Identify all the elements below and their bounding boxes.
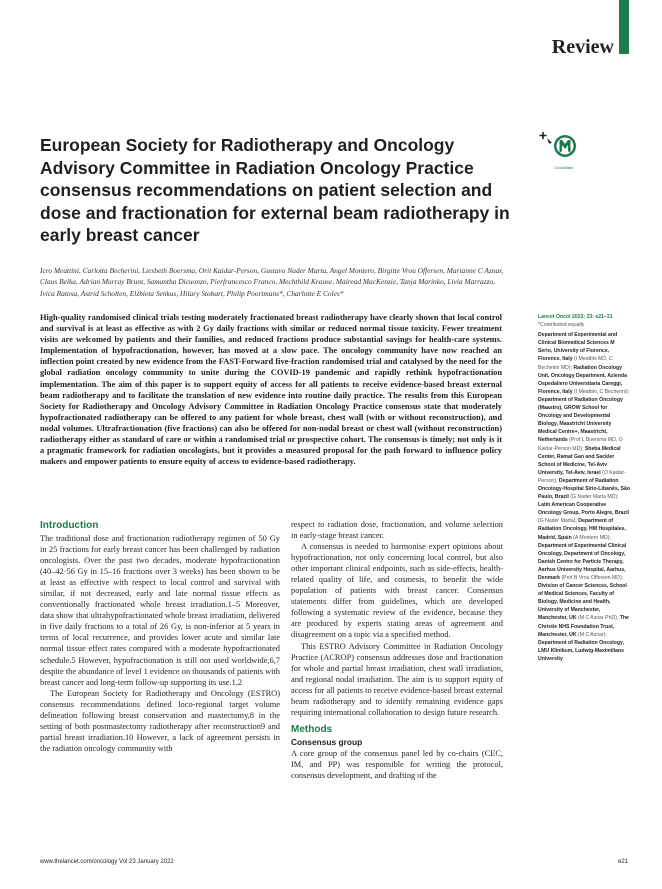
affiliation: Department of Experimental Clinical Oncology, Department of Oncology, Danish Centre for Particle Therapy, Aarhus University Hospital, Aarhus, Denmark xyxy=(538,542,627,581)
methods-heading: Methods xyxy=(291,723,333,735)
affiliation: Department of Radiation Oncology (Maastro), GROW School for Oncology and Developmental Biology, Maastricht University Medical Centre+, Maastricht, Netherlands xyxy=(538,396,623,444)
affiliation: Department of Experimental and Clinical Biomedical Sciences M Serio, University of Florence, Florence, Italy xyxy=(538,332,618,363)
affiliation-authors: (G Nader Marta); xyxy=(538,518,577,525)
crossmark-label: CrossMark xyxy=(554,165,574,170)
body-paragraph: The traditional dose and fractionation radiotherapy regimen of 50 Gy in 25 fractions for early breast cancer has been challenged by radiation oncologists. Over the past two decades, moderate hypofractionation (40–42·56 Gy in 15–16 fractions over 3 weeks) has been shown to be at least as effective with respect to local control and survival with similar, if not decreased, early and late normal tissue effects as conventionally fractionated whole breast irradiation.1–5 Moreover, data show that ultrahypofractionated whole breast irradiation, delivered in five daily fractions to a total of 26 Gy, is non-inferior at 5 years in terms of local recurrence, and provides lower acute and similar late normal tissue effect rates compared with a moderate hypofractionated schedule.5 However, hypofractionation is still not used worldwide,6,7 despite the abundance of level 1 evidence on thousands of patients with breast cancer and long-term follow-up supporting its use.1,2 xyxy=(40,534,280,687)
contribution-note: *Contributed equally xyxy=(538,322,585,329)
body-paragraph: A consensus is needed to harmonise expert opinions about hypofractionation, not only concerning local control, but also other important clinical endpoints, such as side-effects, health-related quality of life, and cosmesis, to benefit the wide population of patients with breast cancer. Consensus statements differ from guidelines, which are developed following a systematic review of the evidence, because they are produced by experts stating areas of agreement and disagreement on a topic via a specified method. xyxy=(291,542,503,640)
affiliation: Sheba Medical Center, Ramat Gan and Sackler School of Medicine, Tel-Aviv University, Tel-Aviv, Israel xyxy=(538,445,621,476)
affiliation: The Christie NHS Foundation Trust, Manchester, UK xyxy=(538,615,629,638)
body-paragraph: The European Society for Radiotherapy and Oncology (ESTRO) consensus recommendations defined loco-regional target volume delineation following breast conservation and mastectomy,8 in the setting of both postmastectomy radiotherapy after reconstruction9 and partial breast irradiation.10 However, a lack of agreement persists in the radiation oncology community with xyxy=(40,688,280,753)
affiliation-authors: (I Meattini, C Becherini); xyxy=(574,388,630,395)
body-paragraph: This ESTRO Advisory Committee in Radiation Oncology Practice (ACROP) consensus addresses dose and fractionation for whole and partial breast irradiation, chest wall irradiation, and regional nodal irradiation. The aim is to support equity of access for all patients to receive evidence-based breast external beam radiotherapy and to identify remaining evidence gaps requiring international collaboration to design future research. xyxy=(291,641,503,717)
section-label: Review xyxy=(551,36,614,58)
body-paragraph: A core group of the consensus panel led by co-chairs (CEC, IM, and PP) was responsible for writing the protocol, consensus development, and drafting of the xyxy=(291,748,503,780)
affiliation-list xyxy=(538,331,630,663)
affiliation: Department of Radiation Oncology-Hospital Sirio-Libanês, São Paulo, Brazil xyxy=(538,477,630,501)
section-color-bar xyxy=(619,0,629,54)
affiliation-authors: (M C Aznar PhD); xyxy=(578,615,619,622)
body-paragraph: respect to radiation dose, fractionation, and volume selection in early-stage breast cancer. xyxy=(291,520,503,541)
affiliation-authors: (Prof B Vrou Offersen MD); xyxy=(561,575,624,581)
body-column-left xyxy=(40,520,280,754)
journal-citation[interactable]: Lancet Oncol 2022; 23: e21–31 xyxy=(538,314,613,320)
affiliation-authors: (I Meattini MD, C Becherini MD); xyxy=(538,356,613,371)
body-column-right xyxy=(291,519,503,781)
affiliation-authors: (Prof L Boersma MD, O Kaidar-Person MD); xyxy=(538,437,623,452)
sidebar xyxy=(538,313,630,663)
affiliation: Division of Cancer Sciences, School of Medical Sciences, Faculty of Biology, Medicine and Health, University of Manchester, Manchester, UK xyxy=(538,583,627,622)
consensus-group-subheading: Consensus group xyxy=(291,736,363,747)
abstract: High-quality randomised clinical trials testing moderately fractionated breast radiotherapy have clearly shown that local control and survival is at least as effective as with 2 Gy daily fractions with similar or reduced normal tissue toxicity. Fewer treatment visits are welcomed by patients and their families, and reduced fractions produce substantial savings for health-care systems. Implementation of hypofractionation, however, has moved at a slow pace. The oncology community have now reached an inflection point created by new evidence from the FAST-Forward five-fraction randomised trial and catalysed by the need for the global radiation oncology community to unite during the COVID-19 pandemic and rapidly rethink hypofractionation implementation. The aim of this paper is to support equity of access for all patients to receive evidence-based breast external beam radiotherapy and to facilitate the translation of new evidence into routine daily practice. The results from this European Society for Radiotherapy and Oncology Advisory Committee in Radiation Oncology Practice consensus state that moderately hypofractionated radiotherapy can be offered to any patient for whole breast, chest wall (with or without reconstruction), and nodal volumes. Ultrafractionation (five fractions) can also be offered for non-nodal breast or chest wall (without reconstruction) radiotherapy either as standard of care or within a randomised trial or prospective cohort. The consensus is timely; not only is it a pragmatic framework for radiation oncologists, but it provides a measured proposal for the path forward to influence policy makers and empower patients to ensure equity of access to evidence-based radiotherapy. xyxy=(40,313,502,467)
article-title: European Society for Radiotherapy and Oncology Advisory Committee in Radiation Oncology Practice consensus recommendations on patient selection and dose and fractionation for external beam radiotherapy in early breast cancer xyxy=(40,135,510,245)
page-number: e21 xyxy=(617,859,628,865)
affiliation-authors: (M C Aznar); xyxy=(578,631,607,638)
affiliation: Department of Radiation Oncology, HM Hospitales, Madrid, Spain xyxy=(538,518,626,541)
affiliation: Department of Radiation Oncology, LMU Klinikum, Ludwig-Maximilians University xyxy=(538,639,624,662)
footer-journal[interactable]: www.thelancet.com/oncology Vol 23 January 2022 xyxy=(40,859,174,865)
crossmark-icon[interactable] xyxy=(538,130,582,164)
author-list: Icro Meattini, Carlotta Becherini, Liesbeth Boersma, Orit Kaidar-Person, Gustavo Nader Marta, Angel Montero, Birgitte Vrou Offersen, Marianne C Aznar, Claus Belka, Adrian Murray Brunt, Samantha Dicuonzo, Pierfrancesco Franco, Mechthild Krause, Mairead MacKenzie, Tanja Marinko, Livia Marrazzo, Ivica Ratosa, Astrid Scholten, Elżbieta Senkus, Hilary Stobart, Philip Poortmans*, Charlotte E Coles* xyxy=(40,266,504,298)
affiliation-authors: (G Nader Marta MD); xyxy=(570,494,619,501)
affiliation-authors: (O Kaidar-Person); xyxy=(538,469,626,484)
affiliation-authors: (A Montero MD); xyxy=(573,534,611,541)
affiliation: Latin American Cooperative Oncology Group, Porto Alegre, Brazil xyxy=(538,502,629,517)
affiliation: Radiation Oncology Unit, Oncology Department, Azienda Ospedaliero Universitaria Careggi, Florence, Italy xyxy=(538,364,627,395)
introduction-heading: Introduction xyxy=(40,520,99,531)
